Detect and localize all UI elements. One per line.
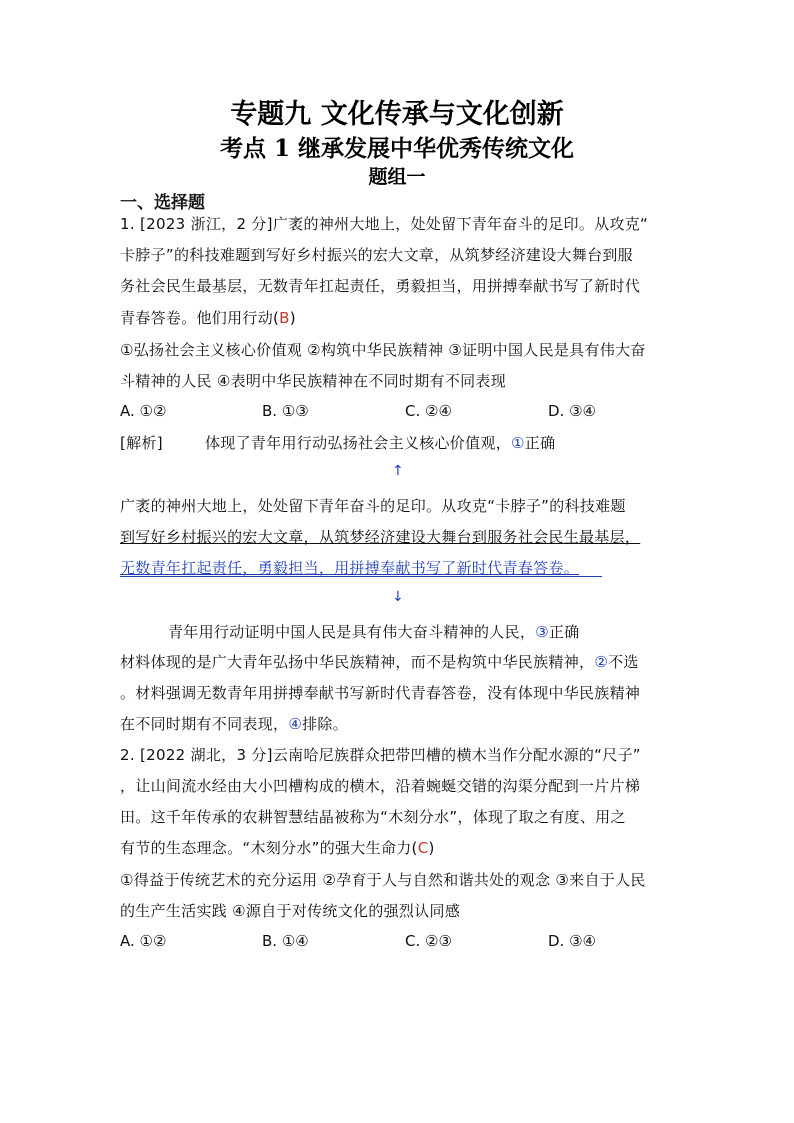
q1-items-line: ①弘扬社会主义核心价值观 ②构筑中华民族精神 ③证明中国人民是具有伟大奋 [120,341,646,359]
analysis-text: 青年用行动证明中国人民是具有伟大奋斗精神的人民， [168,623,536,641]
q1-material-line [120,496,626,516]
q1-analysis-rest: 。材料强调无数青年用拼搏奉献书写新时代青春答卷，没有体现中华民族精神 [120,684,641,702]
material-text: 广袤的神州大地上，处处留下青年奋斗的足印。从攻克“卡脖子”的科技难题 [120,497,626,515]
material-underline [120,576,602,577]
q2-option-a: A. ①② [120,932,167,950]
q1-option-b: B. ①③ [262,402,309,420]
q1-material-line: 无数青年扛起责任，勇毅担当，用拼搏奉献书写了新时代青春答卷。 [120,559,580,577]
q2-items-line: 的生产生活实践 ④源自于对传统文化的强烈认同感 [120,902,461,920]
analysis-text: 不选 [608,653,639,671]
q1-option-c: C. ②④ [405,402,452,420]
q1-analysis-rest [120,652,639,672]
arrow-down-icon: ↓ [392,589,404,605]
q1-analysis-bottom [168,622,580,642]
q1-option-d: D. ③④ [548,402,596,420]
q1-stem-end [120,308,296,328]
q2-stem-line: 2. [2022 湖北，3 分]云南哈尼族群众把带凹槽的横木当作分配水源的“尺子” [120,746,641,764]
q1-stem-line: 1. [2023 浙江，2 分]广袤的神州大地上，处处留下青年奋斗的足印。从攻克“ [120,215,649,233]
q1-stem-text: 青春答卷。他们用行动( [120,309,280,327]
q2-answer: C [417,839,429,857]
q1-analysis-label: [解析] [120,434,163,452]
q1-option-a: A. ①② [120,402,167,420]
q1-material-line: 到写好乡村振兴的宏大文章，从筑梦经济建设大舞台到服务社会民生最基层， [120,528,641,546]
analysis-mark: ① [511,434,525,452]
q2-option-d: D. ③④ [548,932,596,950]
page-title: 专题九 文化传承与文化创新 [230,99,564,130]
analysis-text: 在不同时期有不同表现， [120,715,289,733]
group-heading: 题组一 [368,166,426,188]
q1-analysis-rest [120,714,348,734]
page-subtitle: 考点 1 继承发展中华优秀传统文化 [219,135,575,162]
q1-stem-line: 务社会民生最基层，无数青年扛起责任，勇毅担当，用拼搏奉献书写了新时代 [120,277,641,295]
section-heading: 一、选择题 [120,193,205,213]
analysis-mark: ④ [288,715,303,733]
q1-items-line: 斗精神的人民 ④表明中华民族精神在不同时期有不同表现 [120,372,507,390]
q2-stem-line: 田。这千年传承的农耕智慧结晶被称为“木刻分水”，体现了取之有度、用之 [120,808,626,826]
analysis-text: 正确 [524,434,556,452]
arrow-up-icon: ↑ [392,463,404,479]
analysis-mark: ③ [535,623,549,641]
analysis-text: 排除。 [302,715,348,733]
q2-stem-line: ，让山间流水经由大小凹槽构成的横木，沿着蜿蜒交错的沟渠分配到一片片梯 [120,777,641,795]
q2-stem-text: 有节的生态理念。“木刻分水”的强大生命力( [120,839,418,857]
q2-items-line: ①得益于传统艺术的充分运用 ②孕育于人与自然和谐共处的观念 ③来自于人民 [120,871,646,889]
analysis-text: 体现了青年用行动弘扬社会主义核心价值观， [205,434,512,452]
q2-stem-end [120,838,435,858]
analysis-text: 材料体现的是广大青年弘扬中华民族精神，而不是构筑中华民族精神， [120,653,595,671]
q2-paren-close: ) [428,839,435,857]
analysis-mark: ② [594,653,609,671]
q1-stem-line: 卡脖子”的科技难题到写好乡村振兴的宏大文章，从筑梦经济建设大舞台到服 [120,246,633,264]
q1-answer: B [279,309,290,327]
q1-analysis-top [205,433,555,453]
q2-option-c: C. ②③ [405,932,452,950]
q2-option-b: B. ①④ [262,932,309,950]
analysis-text: 正确 [548,623,580,641]
q1-paren-close: ) [289,309,296,327]
